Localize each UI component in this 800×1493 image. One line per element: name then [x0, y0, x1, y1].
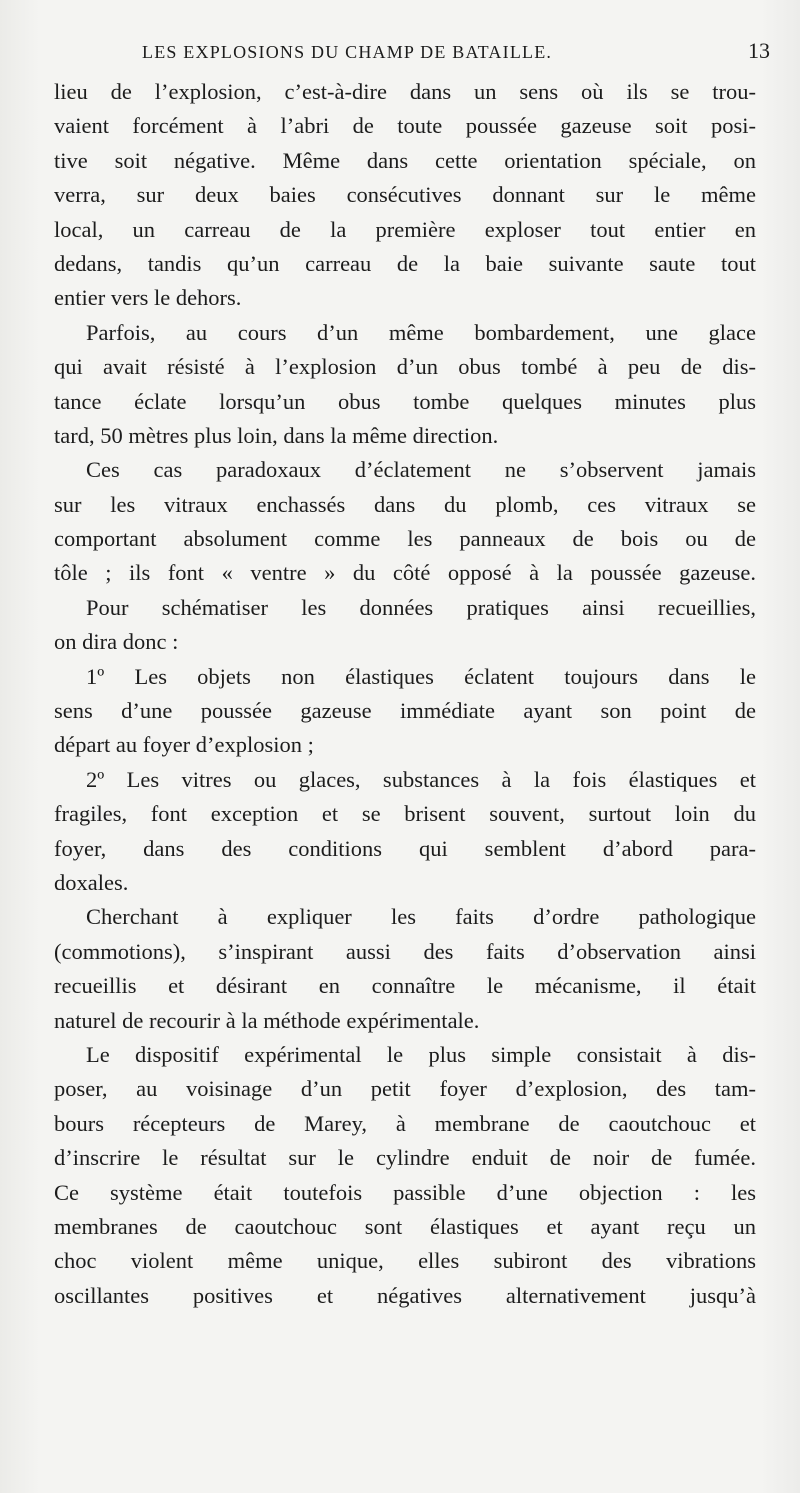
text-line: Ces cas paradoxaux d’éclatement ne s’observent jamais [86, 457, 756, 483]
text-line: Le dispositif expérimental le plus simple consistait à dis- [86, 1041, 756, 1067]
text-line: local, un carreau de la première exploser tout entier en [54, 216, 756, 242]
text-line: tance éclate lorsqu’un obus tombe quelques minutes plus [54, 388, 756, 414]
text-line: 1º Les objets non élastiques éclatent toujours dans le [86, 663, 756, 689]
text-line: qui avait résisté à l’explosion d’un obus tombé à peu de dis- [54, 354, 756, 380]
text-line: tôle ; ils font « ventre » du côté opposé à la poussée gazeuse. [54, 560, 756, 586]
text-line: poser, au voisinage d’un petit foyer d’explosion, des tam- [54, 1076, 756, 1102]
text-line: choc violent même unique, elles subiront des vibrations [54, 1248, 756, 1274]
text-line: lieu de l’explosion, c’est-à-dire dans un sens où ils se trou- [54, 79, 756, 104]
text-line: vaient forcément à l’abri de toute poussée gazeuse soit posi- [54, 113, 756, 139]
text-line: verra, sur deux baies consécutives donnant sur le même [54, 182, 756, 208]
text-line: naturel de recourir à la méthode expérimentale. [54, 1007, 480, 1033]
text-line: comportant absolument comme les panneaux de bois ou de [54, 526, 756, 552]
text-line: membranes de caoutchouc sont élastiques et ayant reçu un [54, 1213, 756, 1239]
text-line: d’inscrire le résultat sur le cylindre enduit de noir de fumée. [54, 1145, 756, 1171]
text-line: bours récepteurs de Marey, à membrane de caoutchouc et [54, 1110, 756, 1136]
text-line: 2º Les vitres ou glaces, substances à la fois élastiques et [86, 766, 756, 792]
text-line: Parfois, au cours d’un même bombardement, une glace [86, 319, 756, 345]
text-line: dedans, tandis qu’un carreau de la baie suivante saute tout [54, 250, 756, 276]
text-line: Ce système était toutefois passible d’une objection : les [54, 1179, 756, 1205]
text-line: oscillantes positives et négatives alternativement jusqu’à [54, 1282, 756, 1308]
text-line: doxales. [54, 869, 129, 895]
text-line: fragiles, font exception et se brisent souvent, surtout loin du [54, 801, 756, 827]
page-number: 13 [748, 38, 770, 63]
text-line: entier vers le dehors. [54, 285, 242, 311]
text-line: foyer, dans des conditions qui semblent d’abord para- [54, 835, 756, 861]
text-line: tard, 50 mètres plus loin, dans la même direction. [54, 422, 499, 448]
text-line: départ au foyer d’explosion ; [54, 732, 314, 758]
running-title: LES EXPLOSIONS DU CHAMP DE BATAILLE. [142, 42, 553, 62]
text-line: Pour schématiser les données pratiques ainsi recueillies, [86, 594, 756, 620]
body-text [54, 75, 756, 1313]
text-line: recueillis et désirant en connaître le mécanisme, il était [54, 973, 756, 999]
text-line: (commotions), s’inspirant aussi des faits d’observation ainsi [54, 938, 756, 964]
text-line: sens d’une poussée gazeuse immédiate ayant son point de [54, 698, 756, 724]
text-line: on dira donc : [54, 629, 179, 655]
text-line: Cherchant à expliquer les faits d’ordre pathologique [86, 904, 756, 930]
text-line: sur les vitraux enchassés dans du plomb, ces vitraux se [54, 491, 756, 517]
text-line: tive soit négative. Même dans cette orientation spéciale, on [54, 147, 756, 173]
page-header [142, 36, 770, 66]
